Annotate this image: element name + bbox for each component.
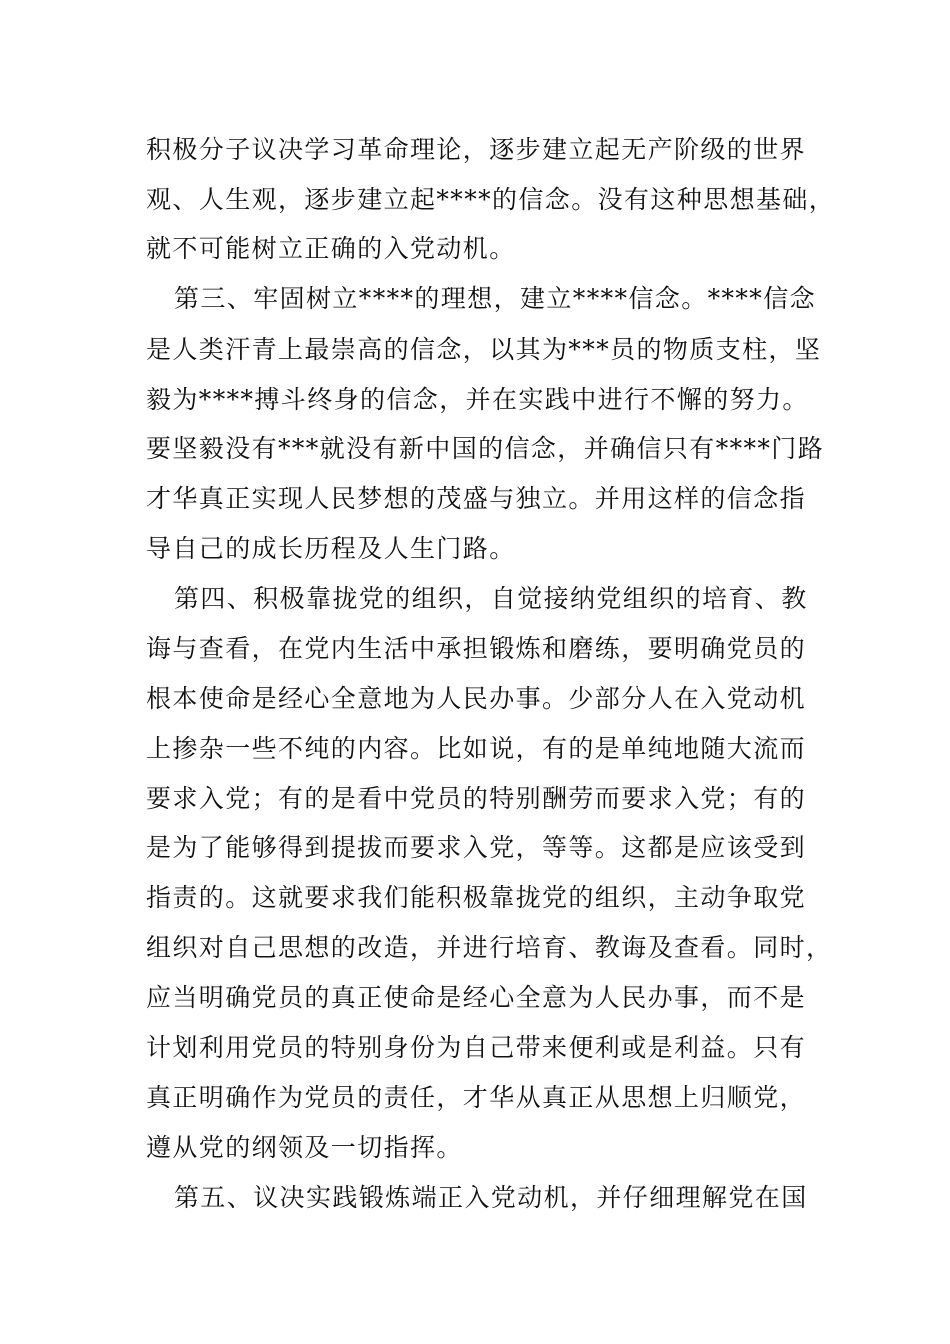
text-line: 计划利用党员的特别身份为自己带来便利或是利益。只有 [146, 1033, 807, 1062]
text-line: 才华真正实现人民梦想的茂盛与独立。并用这样的信念指 [146, 484, 807, 513]
text-line: 是为了能够得到提拔而要求入党，等等。这都是应该受到 [146, 833, 807, 862]
text-line: 根本使命是经心全意地为人民办事。少部分人在入党动机 [146, 684, 807, 713]
text-line: 观、人生观，逐步建立起****的信念。没有这种思想基础， [146, 185, 836, 214]
text-line: 遵从党的纲领及一切指挥。 [146, 1133, 463, 1162]
text-line: 要坚毅没有***就没有新中国的信念，并确信只有****门路 [146, 434, 825, 463]
text-line: 导自己的成长历程及人生门路。 [146, 534, 516, 563]
text-line: 上掺杂一些不纯的内容。比如说，有的是单纯地随大流而 [146, 734, 807, 763]
paragraph-start-line: 第三、牢固树立****的理想，建立****信念。****信念 [174, 284, 817, 313]
text-line: 要求入党；有的是看中党员的特别酬劳而要求入党；有的 [146, 784, 807, 813]
paragraph-start-line: 第四、积极靠拢党的组织，自觉接纳党组织的培育、教 [174, 584, 808, 613]
text-line: 应当明确党员的真正使命是经心全意为人民办事，而不是 [146, 983, 807, 1012]
text-line: 组织对自己思想的改造，并进行培育、教诲及查看。同时， [146, 933, 833, 962]
text-line: 就不可能树立正确的入党动机。 [146, 234, 516, 263]
text-line: 积极分子议决学习革命理论，逐步建立起无产阶级的世界 [146, 135, 807, 164]
text-line: 指责的。这就要求我们能积极靠拢党的组织，主动争取党 [146, 883, 807, 912]
text-line: 毅为****搏斗终身的信念，并在实践中进行不懈的努力。 [146, 385, 809, 414]
paragraph-start-line: 第五、议决实践锻炼端正入党动机，并仔细理解党在国 [174, 1183, 808, 1212]
text-line: 真正明确作为党员的责任，才华从真正从思想上归顺党， [146, 1083, 807, 1112]
text-line: 是人类汗青上最崇高的信念，以其为***员的物质支柱，坚 [146, 335, 822, 364]
text-line: 诲与查看，在党内生活中承担锻炼和磨练，要明确党员的 [146, 634, 807, 663]
